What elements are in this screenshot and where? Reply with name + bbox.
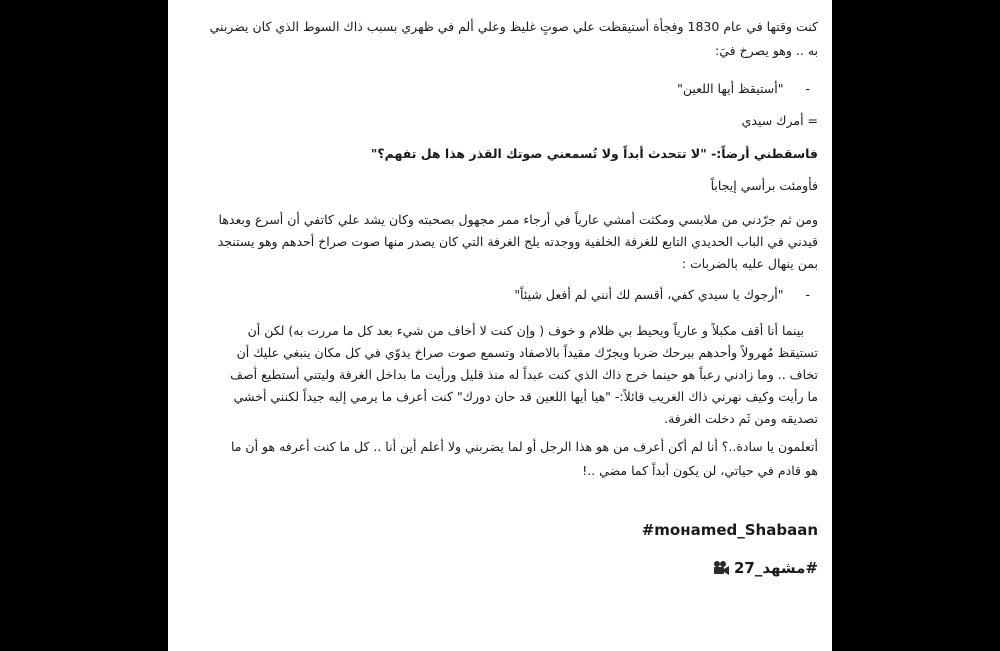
paragraph-4-line-3: بمن ينهال عليه بالضربات : [681,256,818,271]
paragraph-1-line-2: به .. وهو يصرخ فيَ: [715,43,818,58]
paragraph-5-line-3: تخاف .. وما زادني رعباً هو حينما خرج ذاك الذي كنت عبداً له منذ قليل ورأيت ما بداخل الغرفة وليتني أستطيع أصف [230,367,818,382]
paragraph-3: فأومئت برأسي إيجاباً [710,178,818,193]
paragraph-6-line-2: هو قادم في حياتي، لن يكون أبداً كما مضي ..! [582,463,818,478]
paragraph-6-line-1: أتعلمون يا سادة..؟ أنا لم أكن أعرف من هو هذا الرجل أو لما يضربني ولا أعلم أين أنا .. كل ما كنت أعرفه هو أن ما [230,439,818,454]
dialogue-line-1: - "أستيقظ أيها اللعين" [677,78,810,100]
scene-hashtag-row[interactable] [712,559,818,577]
movie-camera-icon [712,560,730,576]
paragraph-1-line-1: كنت وقتها في عام 1830 وفجأة أستيقظت علي صوتٍ غليظ وعلي ألم في ظهري بسبب ذاك السوط الذي كان يضربني [209,19,818,34]
paragraph-4-line-1: ومن ثم جرّدني من ملابسي ومكثت أمشي عارياً في أرجاء ممر مجهول بصحبته وكان يشد علي كاتفي أن أسرع وبعدها [218,212,818,227]
scene-hashtag[interactable]: #مشهد_27 [733,559,818,577]
reply-line-1: = أمرك سيدي [741,113,818,128]
author-hashtag[interactable]: #moнamed_Shabaan [641,521,818,539]
paragraph-4-line-2: قيدني في الباب الحديدي التابع للغرفة الخلفية ووجدته يلج الغرفة التي كان يصدر منها صوت صراخ أحدهم وهو يستنجد [217,234,818,249]
paragraph-5-line-4: ما رأيت وكيف نهرني ذاك الغريب قائلاً:- "هيا أيها اللعين قد حان دورك" كنت أعرف ما يرمي إليه جيداً لكنني أخشي [233,389,818,404]
paragraph-5-line-5: تصديقه ومن ثَم دخلت الغرفة. [664,411,818,426]
paragraph-5-line-1: بينما أنا أقف مكبلاً و عارياً ويحيط بي ظلام و خوف ( وإن كنت لا أخاف من شيء بعد كل ما مررت به) لكن أن [247,323,804,338]
dialogue-line-2: - "أرجوك يا سيدي كفي، أقسم لك أنني لم أفعل شيئاً" [514,284,810,306]
document-page [168,0,832,651]
paragraph-5-line-2: تستيقظ مُهرولاً وأحدهم بيرحك ضربا ويجرّك مقيداً بالاصفاد وتسمع صوت صراخ يدوّي في كل مكان ينبغي عليك أن [236,345,818,360]
paragraph-2: فاسقطني أرضاً:- "لا تتحدث أبداً ولا تُسمعني صوتك القذر هذا هل تفهم؟" [370,146,818,161]
